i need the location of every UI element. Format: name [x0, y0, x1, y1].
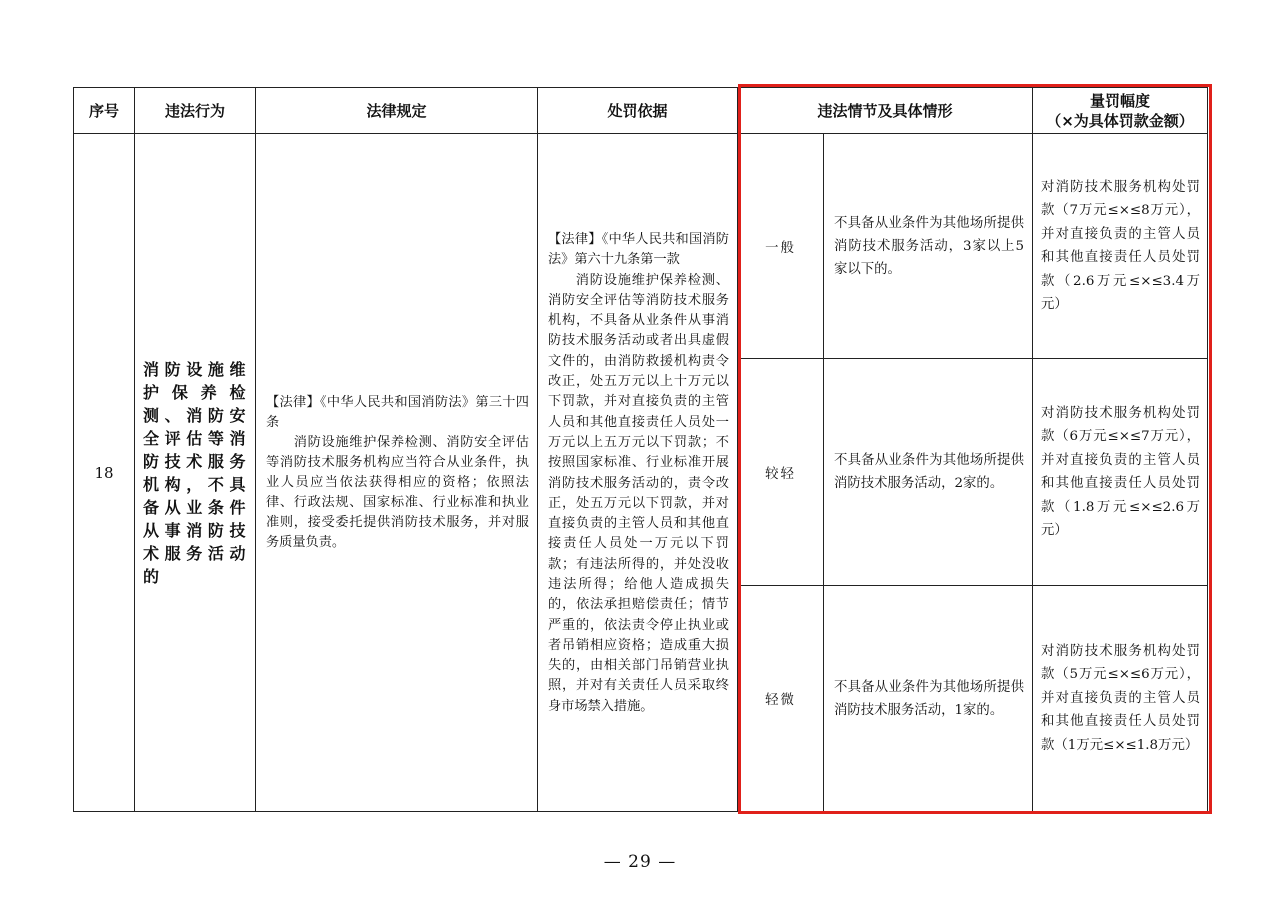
circumstance-description: 不具备从业条件为其他场所提供消防技术服务活动，3家以上5家以下的。 — [824, 134, 1033, 359]
header-no: 序号 — [74, 88, 135, 134]
severity-level: 一般 — [738, 134, 824, 359]
legal-provision — [256, 134, 538, 812]
row-number: 18 — [74, 134, 135, 812]
penalty-basis-source: 【法律】《中华人民共和国消防法》第六十九条第一款 — [548, 231, 729, 268]
table-header-row — [74, 88, 1208, 134]
violation-act: 消防设施维护保养检测、消防安全评估等消防技术服务机构，不具备从业条件从事消防技术服务活动的 — [135, 134, 256, 812]
header-range-line2: （×为具体罚款金额） — [1046, 111, 1194, 130]
circumstance-description: 不具备从业条件为其他场所提供消防技术服务活动，1家的。 — [824, 586, 1033, 812]
header-act: 违法行为 — [135, 88, 256, 134]
penalty-amount: 对消防技术服务机构处罚款（5万元≤×≤6万元），并对直接负责的主管人员和其他直接责任人员处罚款（1万元≤×≤1.8万元） — [1033, 586, 1208, 812]
severity-level: 较轻 — [738, 359, 824, 586]
penalty-amount: 对消防技术服务机构处罚款（6万元≤×≤7万元），并对直接负责的主管人员和其他直接责任人员处罚款（1.8万元≤×≤2.6万元） — [1033, 359, 1208, 586]
legal-provision-source: 【法律】《中华人民共和国消防法》第三十四条 — [266, 394, 529, 430]
page-number: — 29 — — [603, 852, 677, 872]
circumstance-description: 不具备从业条件为其他场所提供消防技术服务活动，2家的。 — [824, 359, 1033, 586]
header-range-line1: 量罚幅度 — [1090, 91, 1151, 110]
penalty-standard-table — [73, 87, 1208, 812]
table-row — [74, 134, 1208, 359]
penalty-amount: 对消防技术服务机构处罚款（7万元≤×≤8万元），并对直接负责的主管人员和其他直接责任人员处罚款（2.6万元≤×≤3.4万元） — [1033, 134, 1208, 359]
legal-provision-text: 消防设施维护保养检测、消防安全评估等消防技术服务机构应当符合从业条件，执业人员应当依法获得相应的资格；依照法律、行政法规、国家标准、行业标准和执业准则，接受委托提供消防技术服务，并对服务质量负责。 — [266, 434, 529, 550]
header-law: 法律规定 — [256, 88, 538, 134]
penalty-basis — [538, 134, 738, 812]
header-penalty-range — [1033, 88, 1208, 134]
header-circumstances: 违法情节及具体情形 — [738, 88, 1033, 134]
penalty-basis-text: 消防设施维护保养检测、消防安全评估等消防技术服务机构，不具备从业条件从事消防技术服务活动或者出具虚假文件的，由消防救援机构责令改正，处五万元以上十万元以下罚款，并对直接负责的主管人员和其他直接责任人员处一万元以上五万元以下罚款；不按照国家标准、行业标准开展消防技术服务活动的，责令改正，处五万元以下罚款，并对直接负责的主管人员和其他直接责任人员处一万元以下罚款；有违法所得的，并处没收违法所得；给他人造成损失的，依法承担赔偿责任；情节严重的，依法责令停止执业或者吊销相应资格；造成重大损失的，由相关部门吊销营业执照，并对有关责任人员采取终身市场禁入措施。 — [548, 272, 729, 714]
severity-level: 轻微 — [738, 586, 824, 812]
header-basis: 处罚依据 — [538, 88, 738, 134]
